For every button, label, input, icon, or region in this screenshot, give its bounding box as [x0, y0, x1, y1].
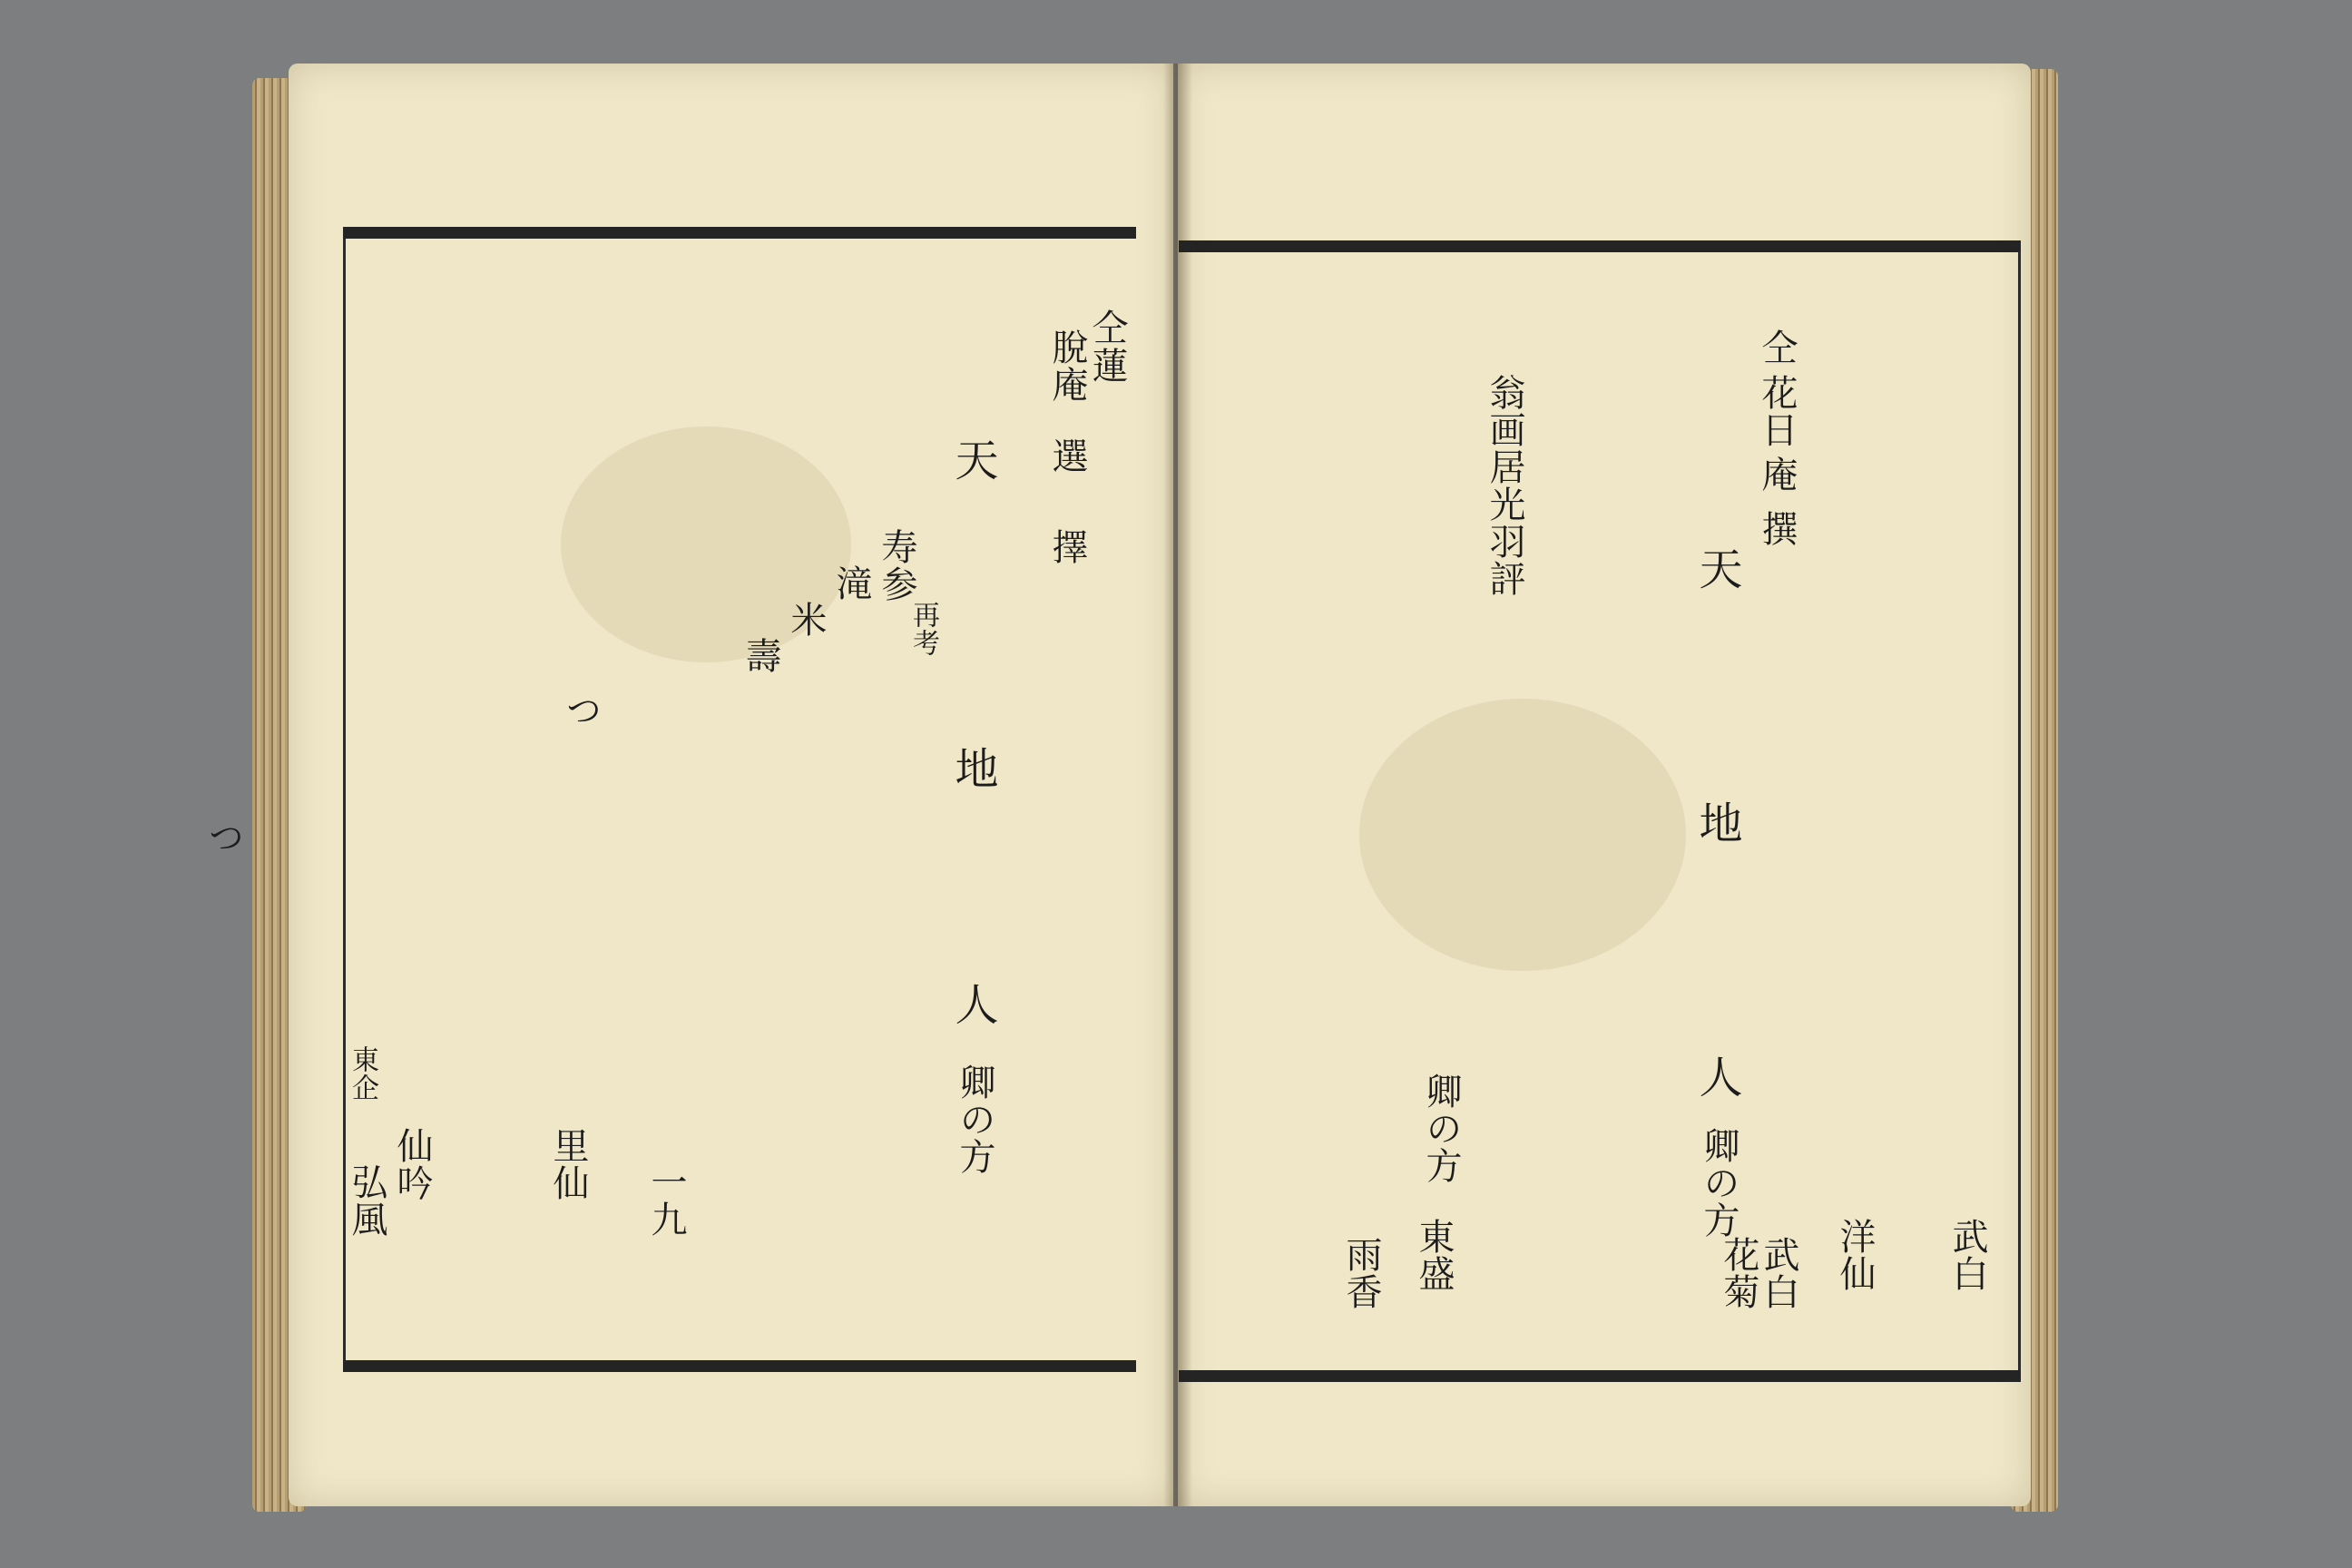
- right-header-2: 花日: [1756, 374, 1798, 448]
- right-header-4: 撰: [1756, 510, 1798, 547]
- left-name-toki: 東企: [347, 1045, 378, 1102]
- right-header-3: 庵: [1756, 456, 1798, 493]
- left-rank-jin: 人: [947, 982, 998, 1027]
- right-name-tosei: 東盛: [1413, 1218, 1455, 1292]
- left-rank-ten: 天: [947, 437, 998, 483]
- left-verse-line: 滝: [830, 564, 872, 602]
- left-verse-line: 寿参: [876, 528, 917, 603]
- left-verse-line: 米: [785, 601, 827, 638]
- left-note-saiko: 再考: [907, 601, 939, 657]
- right-subheader: 翁画居光羽評: [1484, 374, 1525, 597]
- right-rank-kyo-2: 卿の方: [1420, 1073, 1462, 1184]
- left-verse-line: 壽: [740, 637, 781, 674]
- left-name-ichiku: 一九: [645, 1163, 687, 1238]
- left-name-risen: 里仙: [547, 1127, 589, 1201]
- left-name-kofu: 弘風: [346, 1163, 387, 1238]
- left-header-5: 擇: [1046, 528, 1088, 565]
- right-name-buhaku: 武白: [1946, 1218, 1988, 1292]
- right-rank-kyo: 卿の方: [1698, 1127, 1740, 1239]
- right-header-1: 仝: [1756, 328, 1798, 366]
- left-header-3: 脫庵: [1046, 328, 1088, 403]
- right-rank-chi: 地: [1691, 800, 1742, 846]
- left-name-sengin: 仙吟: [391, 1127, 433, 1201]
- left-rank-kyo: 卿の方: [954, 1063, 995, 1175]
- right-rank-jin: 人: [1691, 1054, 1742, 1100]
- right-name-yosen: 洋仙: [1834, 1218, 1876, 1292]
- right-name-kagiku: 花菊: [1718, 1236, 1759, 1310]
- left-rank-chi: 地: [947, 746, 998, 791]
- right-print-frame: [1181, 252, 2021, 1370]
- left-header-4: 選: [1046, 437, 1088, 475]
- left-header-2: 蓮: [1086, 347, 1128, 384]
- left-mark: つ: [560, 691, 602, 729]
- left-mark: つ: [202, 818, 244, 856]
- right-rank-ten: 天: [1691, 546, 1742, 592]
- open-book: [202, 56, 2058, 1517]
- right-name-buhaku-2: 武白: [1758, 1236, 1799, 1310]
- left-print-frame: [343, 239, 1133, 1360]
- right-name-uka: 雨香: [1340, 1236, 1382, 1310]
- left-header-1: 仝: [1086, 309, 1128, 346]
